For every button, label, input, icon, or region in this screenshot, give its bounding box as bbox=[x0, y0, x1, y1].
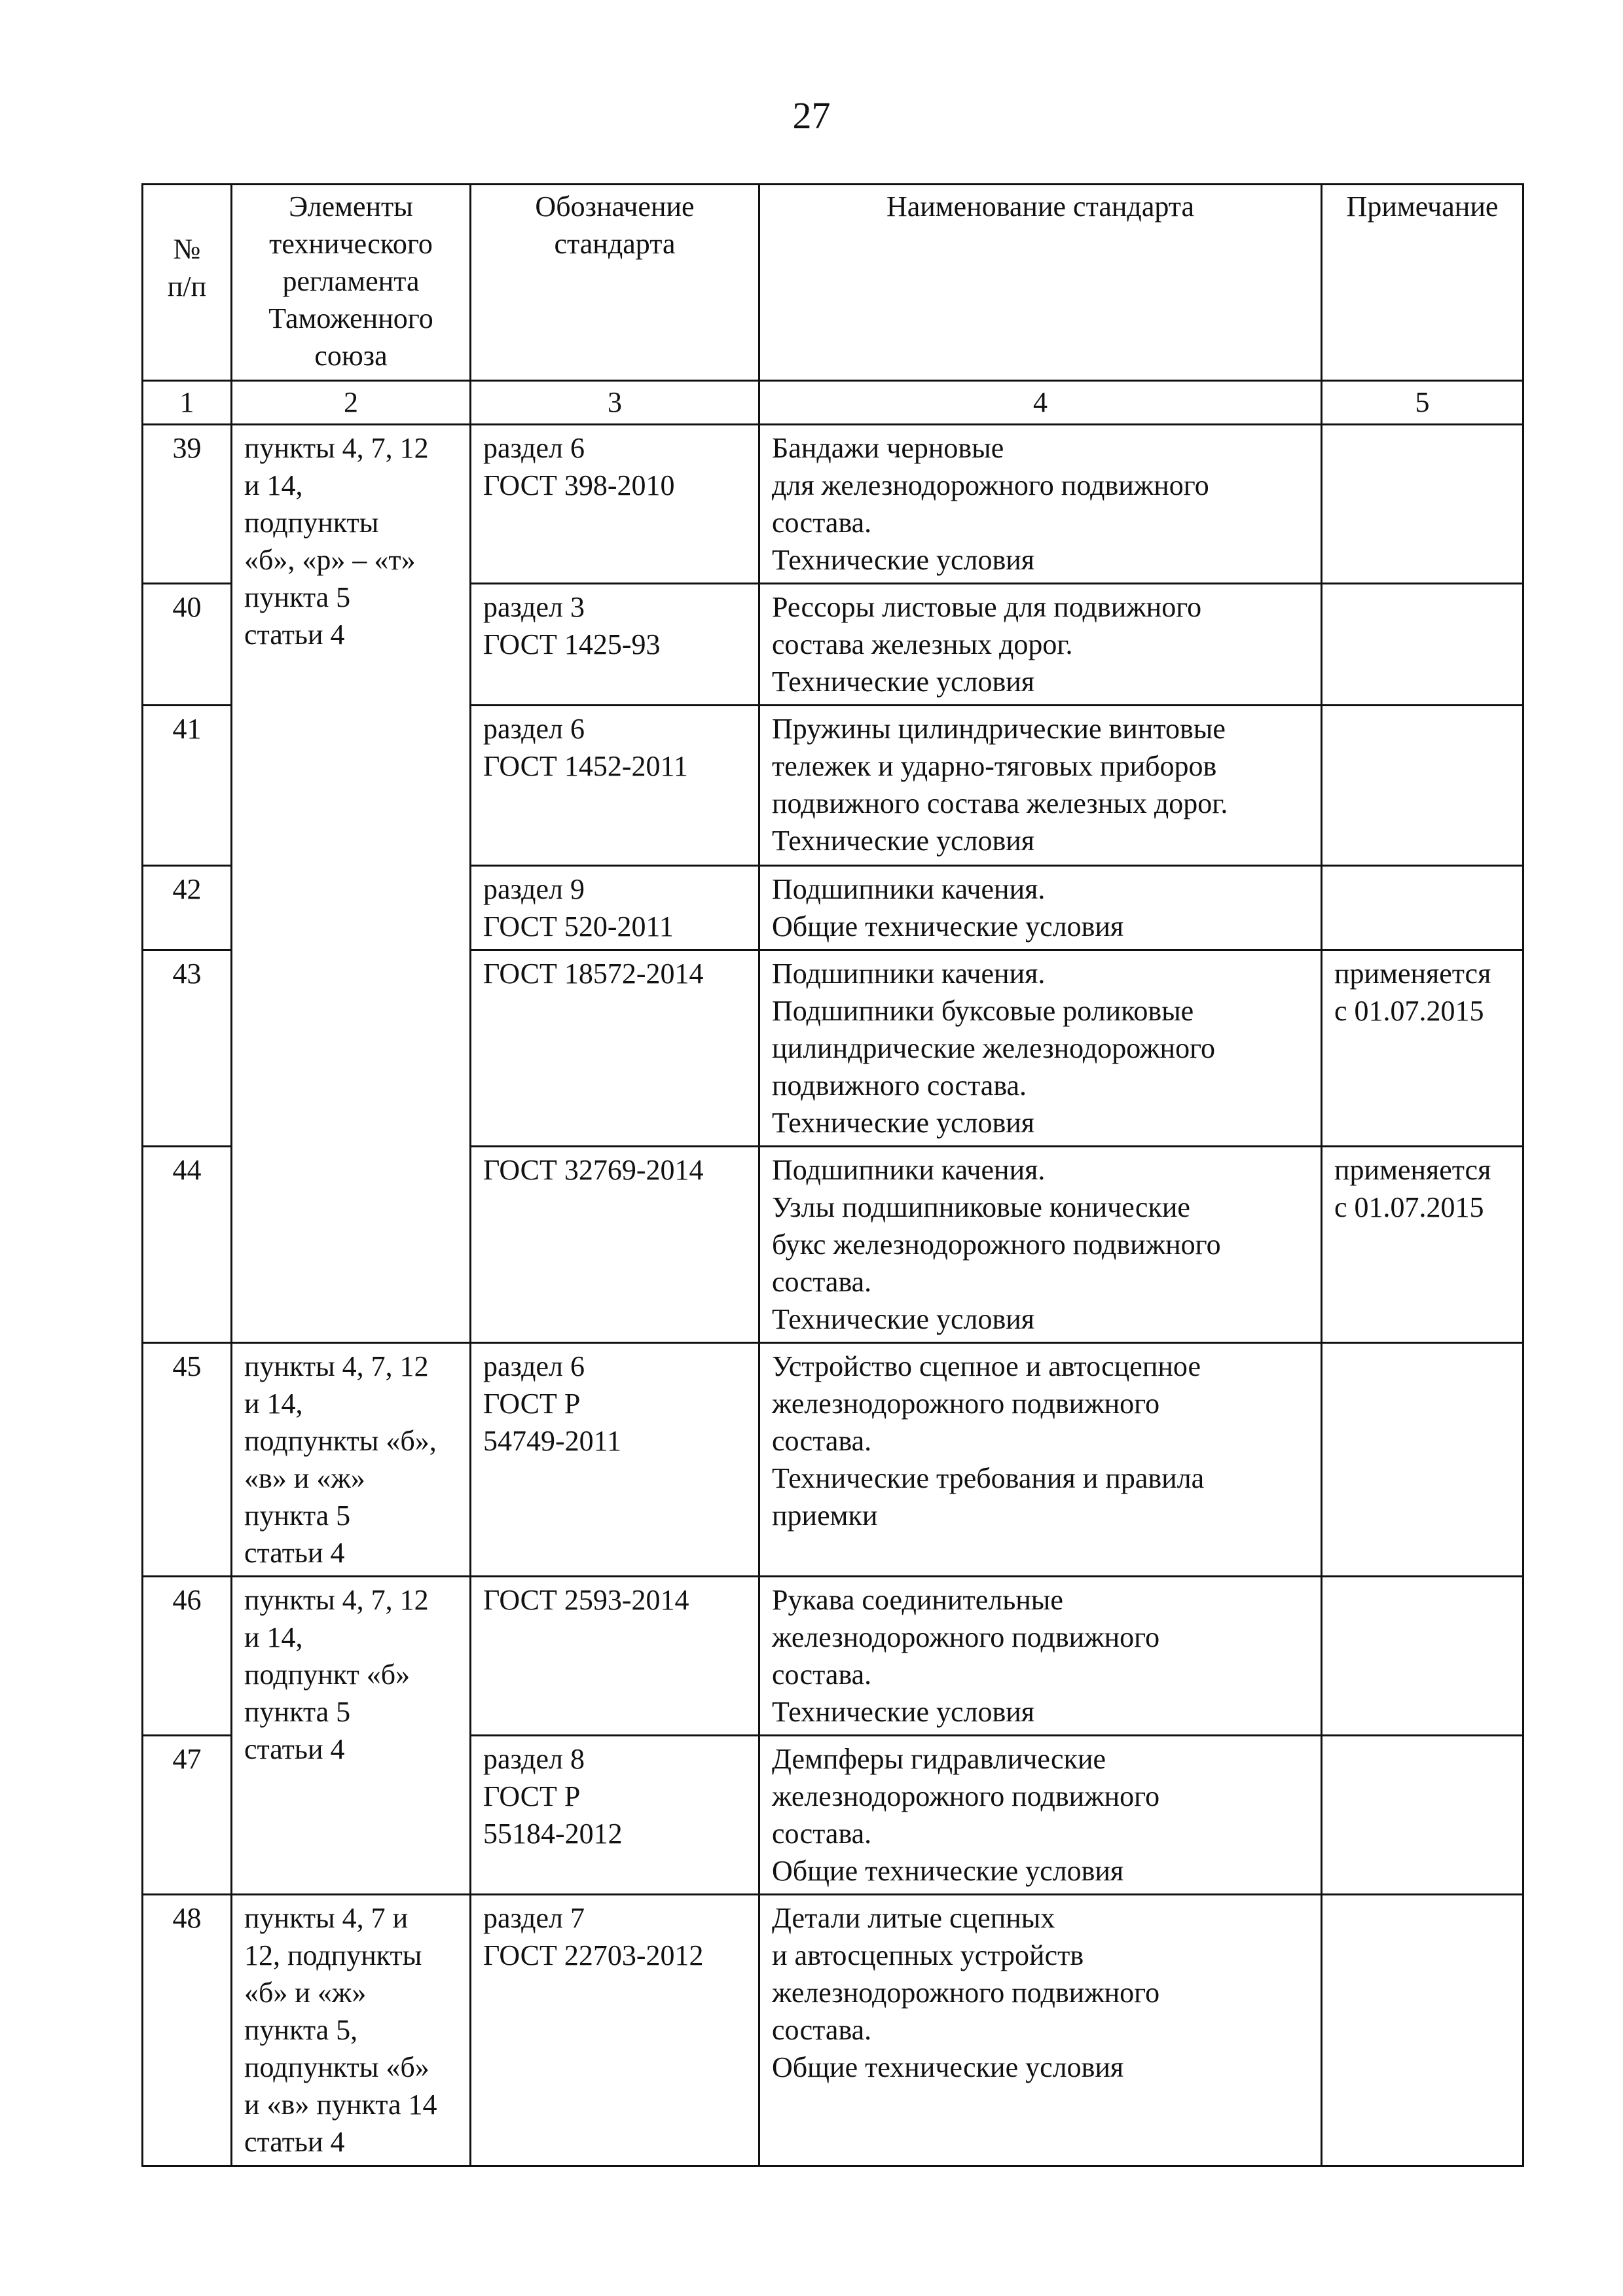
designation-cell: раздел 6 ГОСТ 398-2010 bbox=[471, 425, 759, 584]
column-number: 4 bbox=[759, 381, 1322, 425]
designation-cell: раздел 6 ГОСТ 1452-2011 bbox=[471, 706, 759, 866]
row-number: 43 bbox=[143, 950, 232, 1147]
header-row bbox=[143, 185, 1523, 381]
note-cell: применяется с 01.07.2015 bbox=[1322, 1147, 1523, 1343]
column-number-row bbox=[143, 381, 1523, 425]
row-number: 40 bbox=[143, 584, 232, 706]
designation-cell: раздел 7 ГОСТ 22703-2012 bbox=[471, 1895, 759, 2166]
note-cell bbox=[1322, 706, 1523, 866]
table-row bbox=[143, 425, 1523, 584]
designation-cell: ГОСТ 32769-2014 bbox=[471, 1147, 759, 1343]
designation-cell: раздел 3 ГОСТ 1425-93 bbox=[471, 584, 759, 706]
elements-cell: пункты 4, 7, 12 и 14, подпункт «б» пункта 5 статьи 4 bbox=[232, 1577, 471, 1895]
note-cell bbox=[1322, 584, 1523, 706]
note-cell: применяется с 01.07.2015 bbox=[1322, 950, 1523, 1147]
standard-name-cell: Подшипники качения. Узлы подшипниковые конические букс железнодорожного подвижного состава. Технические условия bbox=[759, 1147, 1322, 1343]
header-designation: Обозначение стандарта bbox=[471, 185, 759, 381]
designation-cell: ГОСТ 18572-2014 bbox=[471, 950, 759, 1147]
row-number: 42 bbox=[143, 866, 232, 950]
column-number: 5 bbox=[1322, 381, 1523, 425]
row-number: 46 bbox=[143, 1577, 232, 1736]
standard-name-cell: Рукава соединительные железнодорожного подвижного состава. Технические условия bbox=[759, 1577, 1322, 1736]
column-number: 1 bbox=[143, 381, 232, 425]
standards-table bbox=[141, 183, 1524, 2167]
header-elements: Элементы технического регламента Таможенного союза bbox=[232, 185, 471, 381]
standard-name-cell: Рессоры листовые для подвижного состава железных дорог. Технические условия bbox=[759, 584, 1322, 706]
note-cell bbox=[1322, 425, 1523, 584]
designation-cell: раздел 6 ГОСТ Р 54749-2011 bbox=[471, 1343, 759, 1577]
standard-name-cell: Детали литые сцепных и автосцепных устройств железнодорожного подвижного состава. Общие технические условия bbox=[759, 1895, 1322, 2166]
elements-cell: пункты 4, 7 и 12, подпункты «б» и «ж» пункта 5, подпункты «б» и «в» пункта 14 статьи 4 bbox=[232, 1895, 471, 2166]
note-cell bbox=[1322, 1343, 1523, 1577]
page-number: 27 bbox=[792, 94, 831, 137]
standard-name-cell: Устройство сцепное и автосцепное железнодорожного подвижного состава. Технические требования и правила приемки bbox=[759, 1343, 1322, 1577]
note-cell bbox=[1322, 1895, 1523, 2166]
table-row bbox=[143, 1577, 1523, 1736]
standard-name-cell: Подшипники качения. Общие технические условия bbox=[759, 866, 1322, 950]
standard-name-cell: Бандажи черновые для железнодорожного подвижного состава. Технические условия bbox=[759, 425, 1322, 584]
elements-cell: пункты 4, 7, 12 и 14, подпункты «б», «р» – «т» пункта 5 статьи 4 bbox=[232, 425, 471, 1343]
designation-cell: раздел 9 ГОСТ 520-2011 bbox=[471, 866, 759, 950]
standard-name-cell: Пружины цилиндрические винтовые тележек и ударно-тяговых приборов подвижного состава железных дорог. Технические условия bbox=[759, 706, 1322, 866]
elements-cell: пункты 4, 7, 12 и 14, подпункты «б», «в» и «ж» пункта 5 статьи 4 bbox=[232, 1343, 471, 1577]
row-number: 41 bbox=[143, 706, 232, 866]
note-cell bbox=[1322, 1577, 1523, 1736]
header-number: № п/п bbox=[143, 185, 232, 381]
designation-cell: раздел 8 ГОСТ Р 55184-2012 bbox=[471, 1736, 759, 1895]
row-number: 47 bbox=[143, 1736, 232, 1895]
table-row bbox=[143, 1895, 1523, 2166]
header-note: Примечание bbox=[1322, 185, 1523, 381]
header-standard-name: Наименование стандарта bbox=[759, 185, 1322, 381]
designation-cell: ГОСТ 2593-2014 bbox=[471, 1577, 759, 1736]
column-number: 3 bbox=[471, 381, 759, 425]
standard-name-cell: Подшипники качения. Подшипники буксовые роликовые цилиндрические железнодорожного подвижного состава. Технические условия bbox=[759, 950, 1322, 1147]
row-number: 39 bbox=[143, 425, 232, 584]
standard-name-cell: Демпферы гидравлические железнодорожного подвижного состава. Общие технические условия bbox=[759, 1736, 1322, 1895]
row-number: 48 bbox=[143, 1895, 232, 2166]
note-cell bbox=[1322, 866, 1523, 950]
column-number: 2 bbox=[232, 381, 471, 425]
row-number: 45 bbox=[143, 1343, 232, 1577]
row-number: 44 bbox=[143, 1147, 232, 1343]
table-row bbox=[143, 1343, 1523, 1577]
note-cell bbox=[1322, 1736, 1523, 1895]
